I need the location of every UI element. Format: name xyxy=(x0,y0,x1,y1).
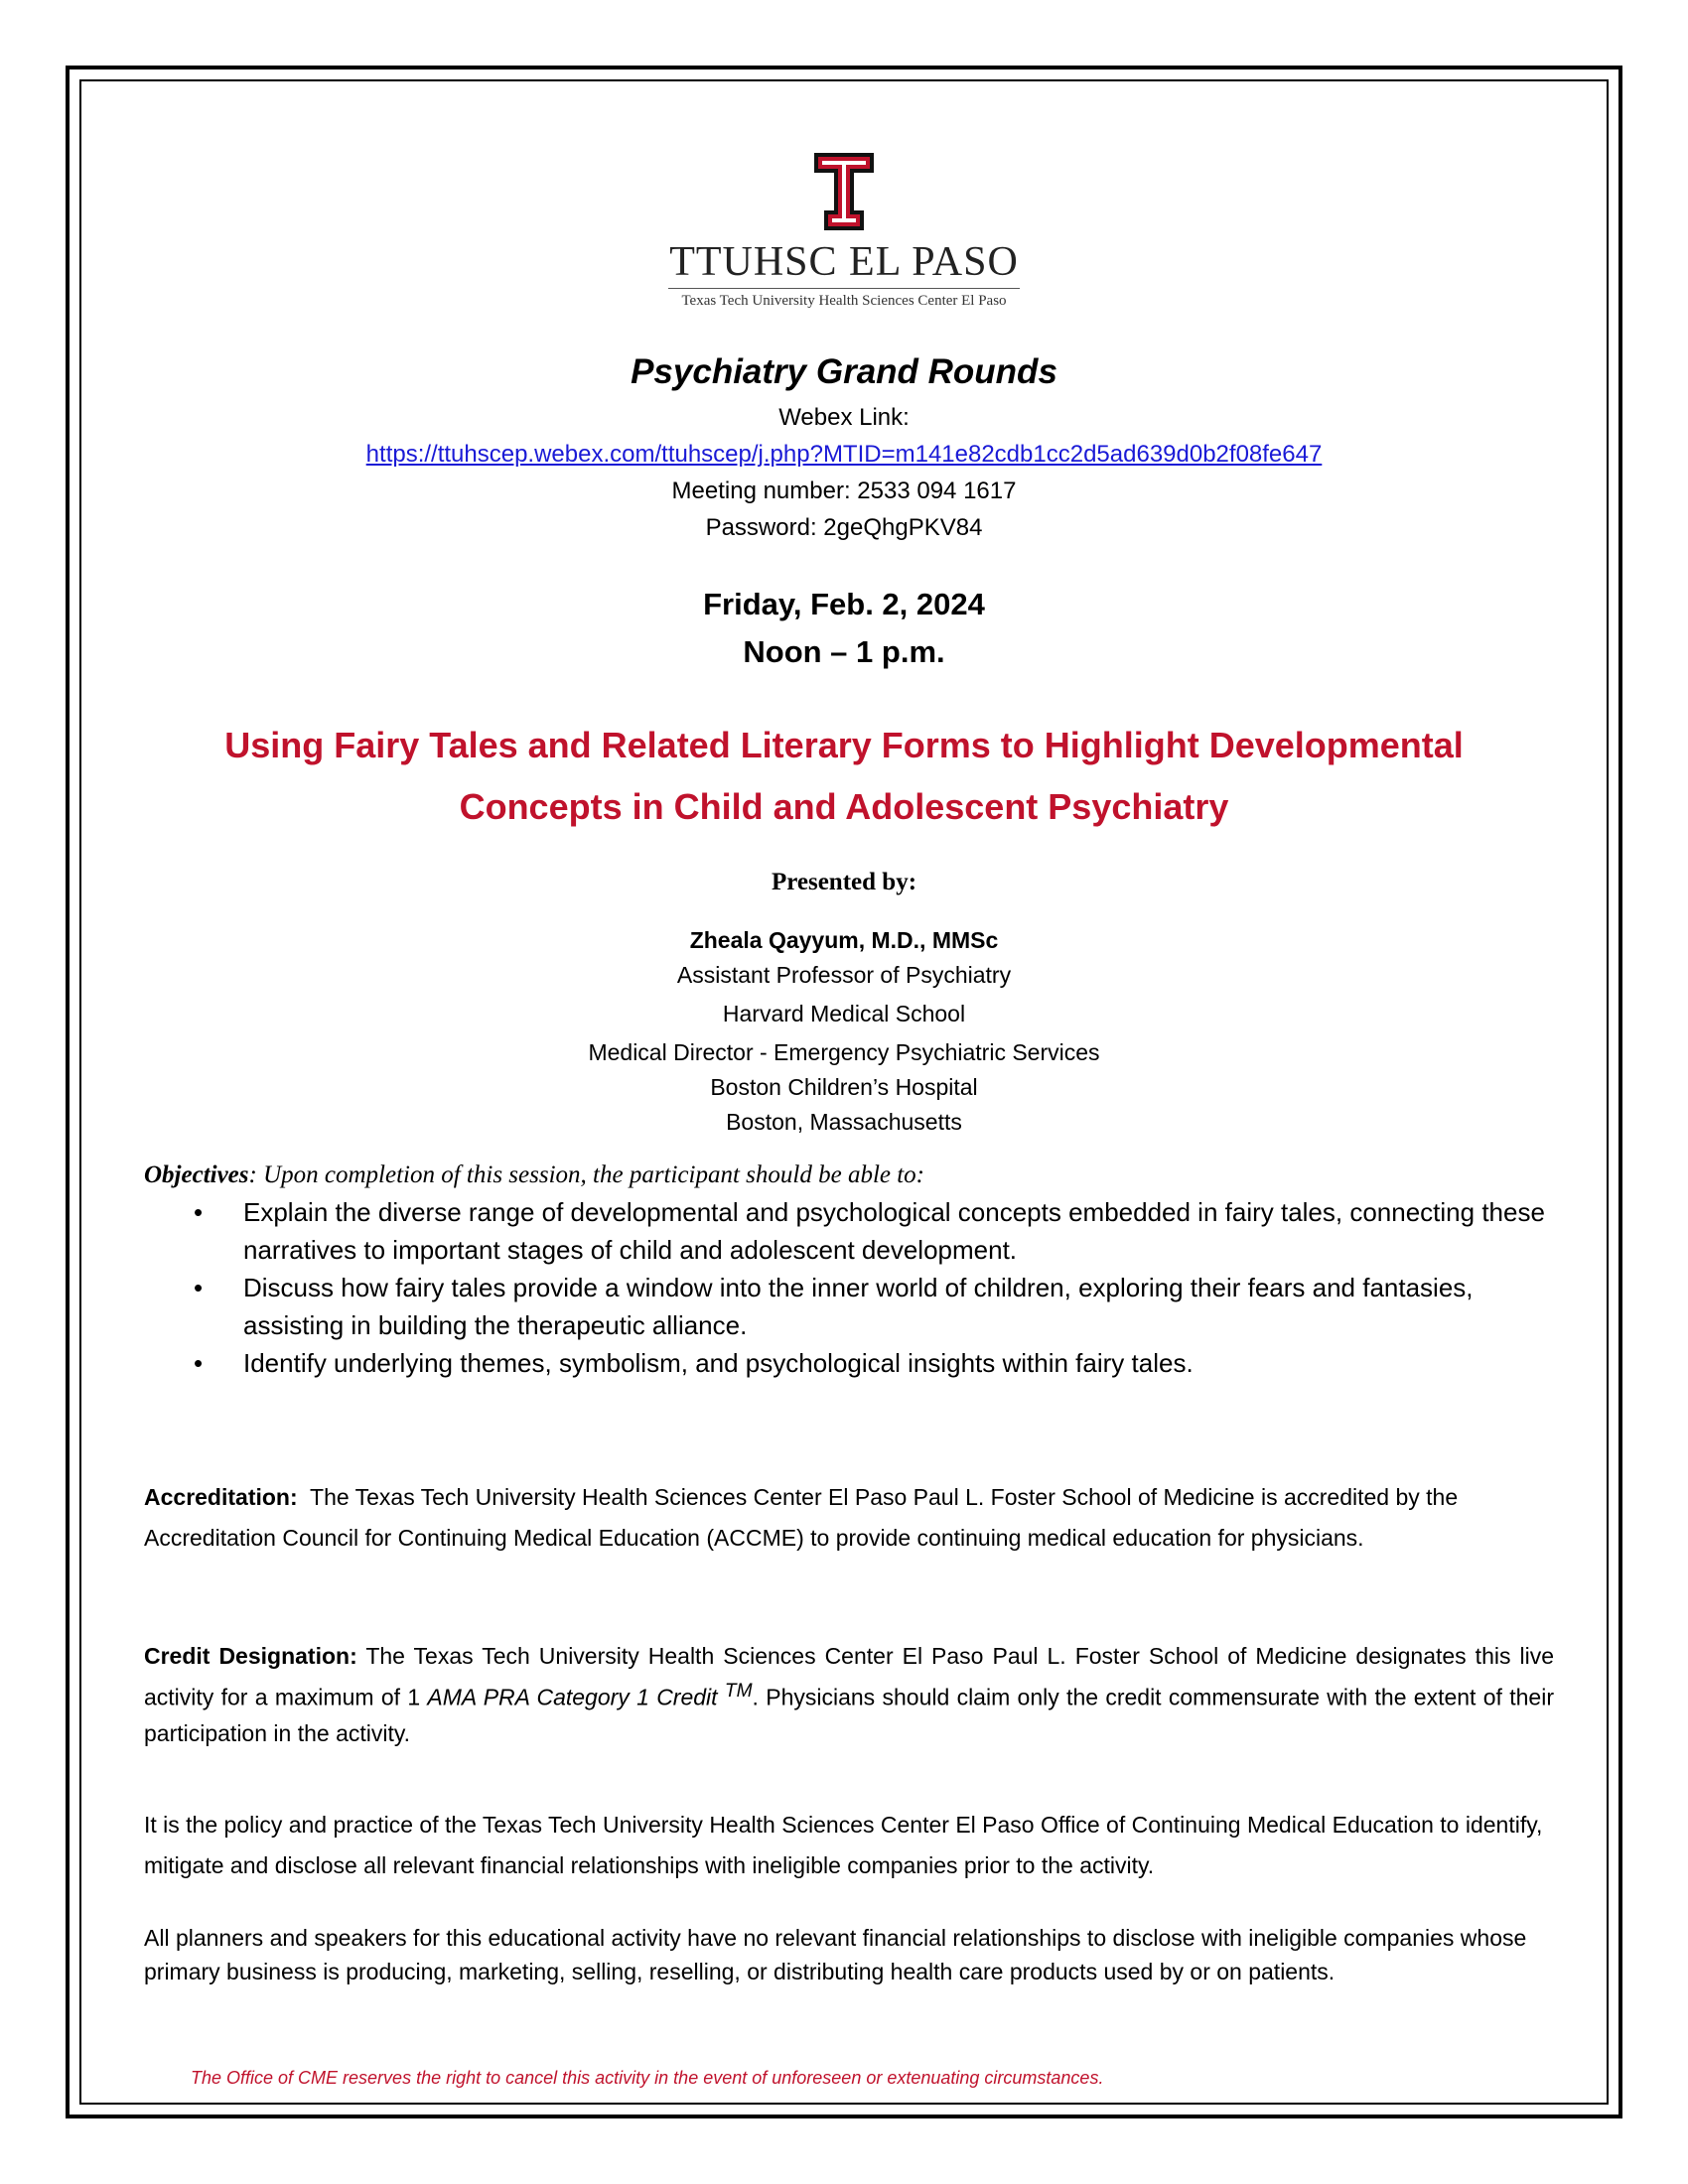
webex-block xyxy=(79,399,1609,546)
credit-text-before: The Texas Tech University Health Sciences Center El Paso Paul L. Foster School of Medicine designates this live activity for a maximum of 1 xyxy=(144,1643,1554,1710)
disclosure-text: All planners and speakers for this educational activity have no relevant financial relationships to disclose with ineligible companies whose primary business is producing, marketing, selling, reselling, or distributing health care products used by or on patients. xyxy=(144,1925,1527,1984)
list-item xyxy=(144,1269,1574,1344)
objective-text: Discuss how fairy tales provide a window into the inner world of children, exploring their fears and fantasies, assisting in building the therapeutic alliance. xyxy=(243,1273,1474,1340)
credit-label: Credit Designation: xyxy=(144,1643,357,1669)
credit-section xyxy=(144,1638,1554,1751)
meeting-number-line xyxy=(79,473,1609,509)
talk-title xyxy=(79,715,1609,838)
credit-name: AMA PRA Category 1 Credit xyxy=(427,1684,718,1710)
cancel-notice: The Office of CME reserves the right to cancel this activity in the event of unforeseen or extenuating circumstances. xyxy=(191,2068,1104,2088)
accreditation-label: Accreditation: xyxy=(144,1484,298,1510)
webex-link[interactable]: https://ttuhscep.webex.com/ttuhscep/j.php?MTID=m141e82cdb1cc2d5ad639d0b2f08fe647 xyxy=(365,441,1323,468)
trademark: TM xyxy=(724,1681,753,1702)
event-time: Noon – 1 p.m. xyxy=(743,634,945,669)
objectives-intro-text: : Upon completion of this session, the participant should be able to: xyxy=(248,1161,925,1188)
objectives-list xyxy=(144,1193,1574,1382)
list-item xyxy=(144,1344,1574,1382)
speaker-block xyxy=(79,923,1609,1140)
presented-by-label: Presented by: xyxy=(771,869,917,895)
objective-text: Explain the diverse range of developmental and psychological concepts embedded in fairy tales, connecting these narratives to important stages of child and adolescent development. xyxy=(243,1197,1545,1265)
meeting-label: Meeting number: xyxy=(671,478,858,504)
meeting-number: 2533 094 1617 xyxy=(857,478,1017,504)
credit-text-after: . Physicians should claim only the credit commensurate with the extent of their participation in the activity. xyxy=(144,1684,1554,1746)
event-title: Psychiatry Grand Rounds xyxy=(631,352,1057,391)
objectives-label: Objectives xyxy=(144,1161,249,1188)
flyer xyxy=(79,79,1609,2105)
list-item xyxy=(144,1193,1574,1269)
bullet-icon: • xyxy=(194,1197,204,1227)
objectives-section xyxy=(144,1161,1574,1382)
speaker-org-1: Harvard Medical School xyxy=(722,1001,966,1026)
accreditation-section xyxy=(144,1477,1554,1559)
speaker-location: Boston, Massachusetts xyxy=(726,1109,962,1135)
password-line xyxy=(79,509,1609,546)
double-t-icon xyxy=(812,151,876,232)
password-value: 2geQhgPKV84 xyxy=(823,514,983,541)
objective-text: Identify underlying themes, symbolism, and psychological insights within fairy tales. xyxy=(243,1348,1194,1378)
event-date: Friday, Feb. 2, 2024 xyxy=(703,587,985,621)
logo-name: TTUHSC EL PASO xyxy=(669,239,1019,285)
speaker-role-1: Assistant Professor of Psychiatry xyxy=(676,962,1012,988)
speaker-role-2: Medical Director - Emergency Psychiatric Services xyxy=(588,1039,1100,1065)
ttuhsc-logo xyxy=(79,151,1609,310)
talk-title-line-2: Concepts in Child and Adolescent Psychiatry xyxy=(459,786,1229,827)
password-label: Password: xyxy=(705,514,824,541)
bullet-icon: • xyxy=(194,1348,204,1378)
talk-title-line-1: Using Fairy Tales and Related Literary Forms to Highlight Developmental xyxy=(224,725,1464,765)
event-datetime xyxy=(79,581,1609,676)
policy-text: It is the policy and practice of the Texas Tech University Health Sciences Center El Paso Office of Continuing Medical Education to identify, mitigate and disclose all relevant financial relationships with ineligible companies prior to the activity. xyxy=(144,1812,1543,1878)
accreditation-text: The Texas Tech University Health Sciences Center El Paso Paul L. Foster School of Medicine is accredited by the Accreditation Council for Continuing Medical Education (ACCME) to provide continuing medical education for physicians. xyxy=(144,1484,1459,1551)
objectives-intro xyxy=(144,1161,1574,1189)
logo-subtitle: Texas Tech University Health Sciences Center El Paso xyxy=(668,288,1020,310)
speaker-name: Zheala Qayyum, M.D., MMSc xyxy=(689,927,999,953)
bullet-icon: • xyxy=(194,1273,204,1302)
webex-label: Webex Link: xyxy=(778,404,910,431)
speaker-org-2: Boston Children’s Hospital xyxy=(710,1074,978,1100)
